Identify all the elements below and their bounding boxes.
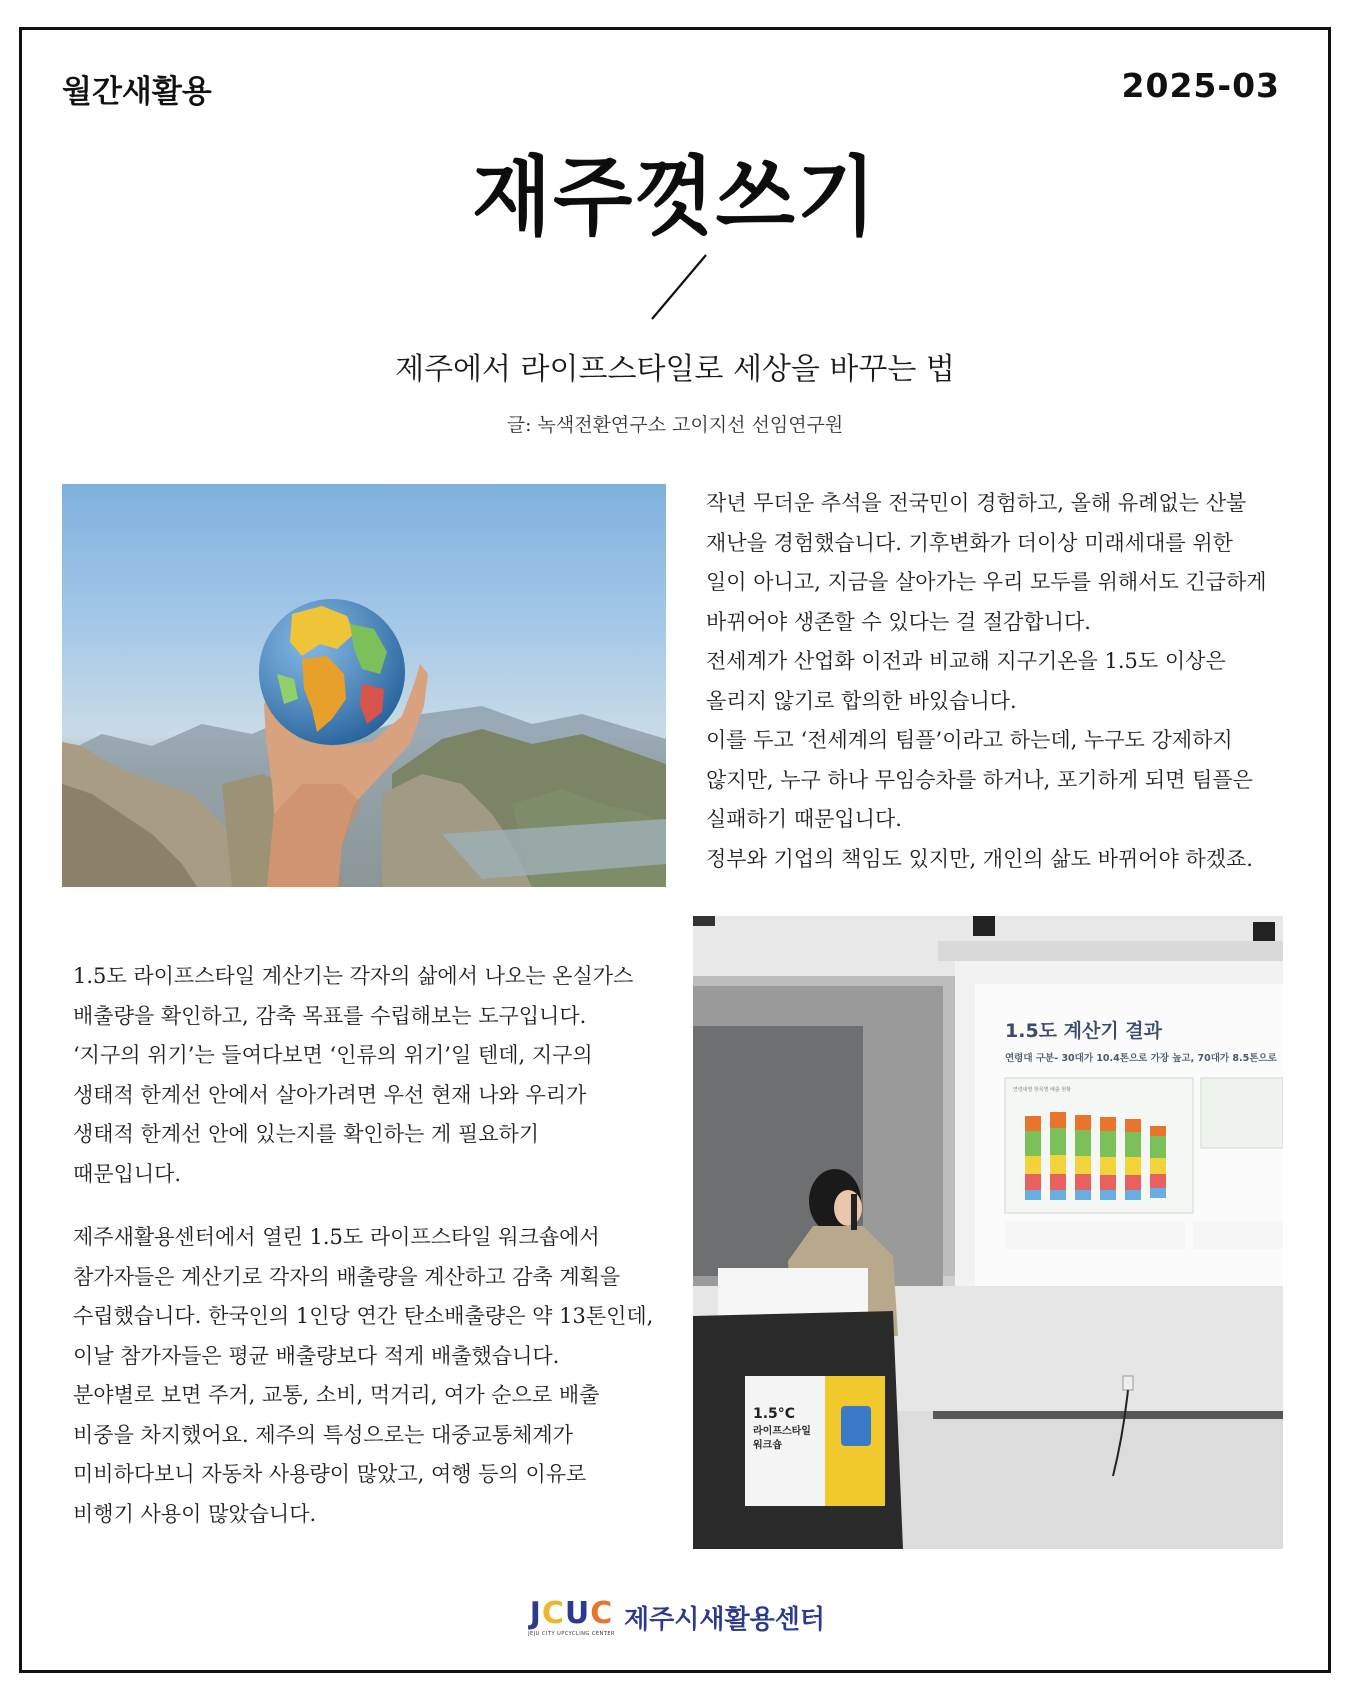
text-line: 바뀌어야 생존할 수 있다는 걸 절감합니다. [706, 609, 1091, 634]
text-line: 정부와 기업의 책임도 있지만, 개인의 삶도 바뀌어야 하겠죠. [706, 846, 1253, 871]
page-title: 재주껏쓰기 [471, 147, 879, 248]
logo-letter: J [529, 1596, 542, 1631]
subtitle: 제주에서 라이프스타일로 세상을 바꾸는 법 [395, 352, 955, 387]
text-line: 재난을 경험했습니다. 기후변화가 더이상 미래세대를 위한 [706, 530, 1233, 555]
text-line: 올리지 않기로 합의한 바있습니다. [706, 688, 1017, 713]
poster-line2: 라이프스타일 [753, 1426, 811, 1437]
text-line: 분야별로 보면 주거, 교통, 소비, 먹거리, 여가 순으로 배출 [73, 1383, 600, 1407]
text-line: 작년 무더운 추석을 전국민이 경험하고, 올해 유례없는 산불 [706, 491, 1247, 515]
logo-letter: C [590, 1596, 614, 1631]
footer-logo [0, 1596, 1350, 1637]
organization-name: 제주시새활용센터 [624, 1605, 825, 1635]
poster-line3: 워크숍 [753, 1440, 782, 1451]
text-line: 배출량을 확인하고, 감축 목표를 수립해보는 도구입니다. [73, 1003, 587, 1028]
text-line: 생태적 한계선 안에서 살아가려면 우선 현재 나와 우리가 [73, 1082, 587, 1107]
logo-mark [525, 1596, 618, 1637]
text-line: 실패하기 때문입니다. [706, 807, 902, 831]
text-line: 생태적 한계선 안에 있는지를 확인하는 게 필요하기 [73, 1122, 540, 1146]
globe-photo [62, 484, 666, 887]
slash-divider [650, 253, 708, 321]
byline: 글: 녹색전환연구소 고이지선 선임연구원 [506, 414, 844, 436]
workshop-photo [693, 916, 1283, 1549]
calculator-paragraph [73, 957, 673, 1194]
text-line: 수립했습니다. 한국인의 1인당 연간 탄소배출량은 약 13톤인데, [73, 1304, 654, 1328]
text-line: 비행기 사용이 많았습니다. [73, 1501, 317, 1526]
magazine-name: 월간새활용 [62, 74, 212, 110]
slide-subtitle: 연령대 구분- 30대가 10.4톤으로 가장 높고, 70대가 8.5톤으로 [1005, 1053, 1277, 1064]
logo-letter: C [541, 1596, 565, 1631]
text-line: 않지만, 누구 하나 무임승차를 하거나, 포기하게 되면 팀플은 [706, 767, 1253, 792]
poster-line1: 1.5°C [753, 1406, 796, 1422]
issue-date: 2025-03 [1121, 66, 1280, 105]
text-line: 이날 참가자들은 평균 배출량보다 적게 배출했습니다. [73, 1343, 560, 1368]
slide-title: 1.5도 계산기 결과 [1005, 1020, 1163, 1042]
text-line: 일이 아니고, 지금을 살아가는 우리 모두를 위해서도 긴급하게 [706, 570, 1267, 594]
slide-chart-caption: 연령대별 항목별 배출 현황 [1013, 1087, 1071, 1093]
logo-letter: U [564, 1596, 591, 1631]
workshop-paragraph [73, 1218, 673, 1534]
text-line: 미비하다보니 자동차 사용량이 많았고, 여행 등의 이유로 [73, 1462, 587, 1486]
logo-tagline: JEJU CITY UPCYCLING CENTER [528, 1631, 615, 1637]
globe-photo-illustration [62, 484, 666, 887]
text-line: ‘지구의 위기’는 들여다보면 ‘인류의 위기’일 텐데, 지구의 [73, 1043, 593, 1067]
text-line: 비중을 차지했어요. 제주의 특성으로는 대중교통체계가 [73, 1422, 573, 1447]
text-line: 이를 두고 ‘전세계의 팀플’이라고 하는데, 누구도 강제하지 [706, 728, 1233, 752]
intro-paragraph [706, 484, 1296, 879]
logo-letters [525, 1596, 618, 1631]
text-line: 전세계가 산업화 이전과 비교해 지구기온을 1.5도 이상은 [706, 649, 1226, 673]
text-line: 1.5도 라이프스타일 계산기는 각자의 삶에서 나오는 온실가스 [73, 964, 634, 988]
workshop-photo-illustration [693, 916, 1283, 1549]
text-line: 참가자들은 계산기로 각자의 배출량을 계산하고 감축 계획을 [73, 1264, 621, 1289]
text-line: 때문입니다. [73, 1161, 182, 1186]
text-line: 제주새활용센터에서 열린 1.5도 라이프스타일 워크숍에서 [73, 1225, 600, 1249]
